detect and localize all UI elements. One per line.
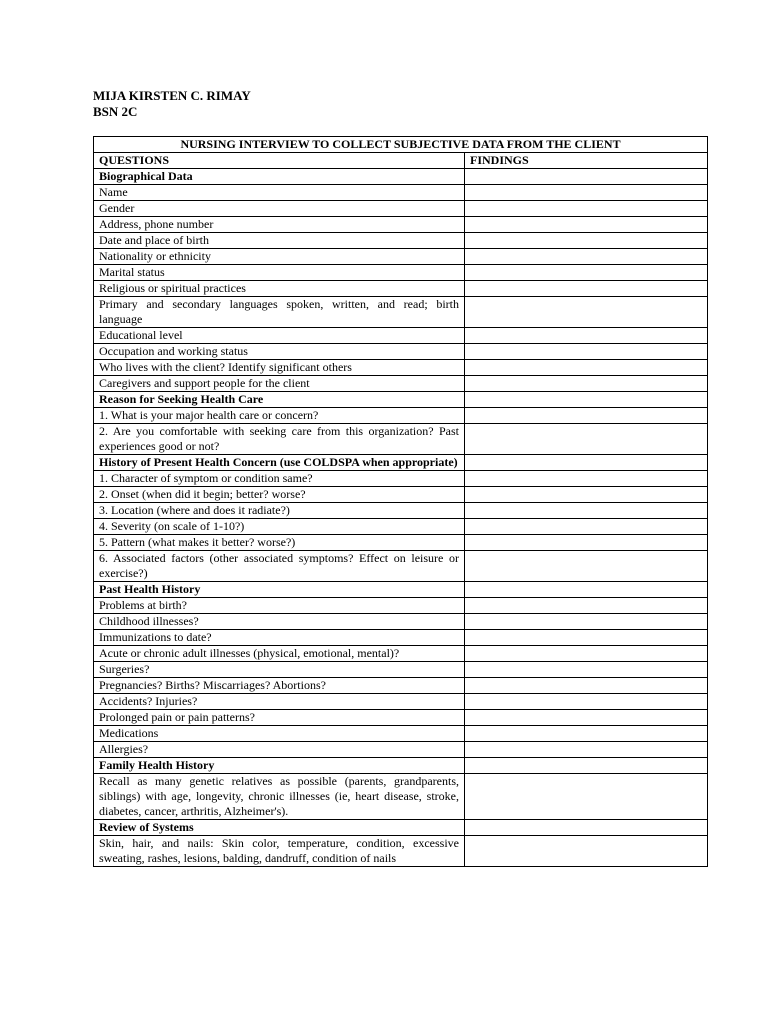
question-cell: Problems at birth? xyxy=(94,598,465,614)
findings-cell[interactable] xyxy=(465,710,708,726)
findings-cell[interactable] xyxy=(465,726,708,742)
section-row xyxy=(94,455,708,471)
findings-cell[interactable] xyxy=(465,408,708,424)
findings-cell[interactable] xyxy=(465,376,708,392)
question-row xyxy=(94,344,708,360)
question-cell: Immunizations to date? xyxy=(94,630,465,646)
findings-cell[interactable] xyxy=(465,774,708,820)
question-cell: Accidents? Injuries? xyxy=(94,694,465,710)
question-row xyxy=(94,614,708,630)
findings-cell[interactable] xyxy=(465,344,708,360)
question-cell: 1. What is your major health care or concern? xyxy=(94,408,465,424)
question-cell: Educational level xyxy=(94,328,465,344)
question-cell: Gender xyxy=(94,201,465,217)
findings-cell[interactable] xyxy=(465,201,708,217)
question-row xyxy=(94,774,708,820)
student-course: BSN 2C xyxy=(93,104,138,119)
findings-cell[interactable] xyxy=(465,487,708,503)
section-heading: Family Health History xyxy=(94,758,465,774)
question-row xyxy=(94,297,708,328)
findings-cell[interactable] xyxy=(465,758,708,774)
question-cell: 2. Are you comfortable with seeking care from this organization? Past experiences good or not? xyxy=(94,424,465,455)
findings-cell[interactable] xyxy=(465,169,708,185)
question-cell: 4. Severity (on scale of 1-10?) xyxy=(94,519,465,535)
question-row xyxy=(94,662,708,678)
question-row xyxy=(94,710,708,726)
question-cell: 2. Onset (when did it begin; better? worse? xyxy=(94,487,465,503)
question-cell: Address, phone number xyxy=(94,217,465,233)
findings-cell[interactable] xyxy=(465,233,708,249)
question-cell: Acute or chronic adult illnesses (physical, emotional, mental)? xyxy=(94,646,465,662)
question-cell: Caregivers and support people for the client xyxy=(94,376,465,392)
findings-cell[interactable] xyxy=(465,471,708,487)
findings-cell[interactable] xyxy=(465,328,708,344)
question-cell: Date and place of birth xyxy=(94,233,465,249)
findings-cell[interactable] xyxy=(465,185,708,201)
section-row xyxy=(94,392,708,408)
findings-cell[interactable] xyxy=(465,281,708,297)
question-row xyxy=(94,519,708,535)
questions-column-header: QUESTIONS xyxy=(94,153,465,169)
question-cell: Medications xyxy=(94,726,465,742)
findings-cell[interactable] xyxy=(465,678,708,694)
question-row xyxy=(94,424,708,455)
table-title-row xyxy=(94,137,708,153)
findings-cell[interactable] xyxy=(465,598,708,614)
section-heading: Reason for Seeking Health Care xyxy=(94,392,465,408)
question-cell: Surgeries? xyxy=(94,662,465,678)
findings-cell[interactable] xyxy=(465,630,708,646)
findings-cell[interactable] xyxy=(465,535,708,551)
section-heading: Biographical Data xyxy=(94,169,465,185)
question-cell: Occupation and working status xyxy=(94,344,465,360)
question-row xyxy=(94,217,708,233)
question-row xyxy=(94,598,708,614)
findings-cell[interactable] xyxy=(465,662,708,678)
question-cell: 5. Pattern (what makes it better? worse?) xyxy=(94,535,465,551)
question-row xyxy=(94,726,708,742)
findings-cell[interactable] xyxy=(465,820,708,836)
question-cell: Childhood illnesses? xyxy=(94,614,465,630)
document-header xyxy=(93,88,251,120)
question-row xyxy=(94,281,708,297)
question-row xyxy=(94,646,708,662)
section-heading: Review of Systems xyxy=(94,820,465,836)
findings-cell[interactable] xyxy=(465,265,708,281)
table-title: NURSING INTERVIEW TO COLLECT SUBJECTIVE DATA FROM THE CLIENT xyxy=(94,137,708,153)
question-cell: 3. Location (where and does it radiate?) xyxy=(94,503,465,519)
section-row xyxy=(94,820,708,836)
section-row xyxy=(94,582,708,598)
question-cell: Skin, hair, and nails: Skin color, temperature, condition, excessive sweating, rashes, lesions, balding, dandruff, condition of nails xyxy=(94,836,465,867)
section-row xyxy=(94,169,708,185)
question-cell: Primary and secondary languages spoken, written, and read; birth language xyxy=(94,297,465,328)
findings-cell[interactable] xyxy=(465,519,708,535)
findings-cell[interactable] xyxy=(465,614,708,630)
question-row xyxy=(94,535,708,551)
findings-cell[interactable] xyxy=(465,424,708,455)
findings-cell[interactable] xyxy=(465,249,708,265)
question-cell: Name xyxy=(94,185,465,201)
question-row xyxy=(94,630,708,646)
findings-cell[interactable] xyxy=(465,217,708,233)
section-row xyxy=(94,758,708,774)
question-cell: Prolonged pain or pain patterns? xyxy=(94,710,465,726)
question-row xyxy=(94,265,708,281)
findings-cell[interactable] xyxy=(465,551,708,582)
findings-cell[interactable] xyxy=(465,297,708,328)
findings-cell[interactable] xyxy=(465,503,708,519)
findings-cell[interactable] xyxy=(465,646,708,662)
question-row xyxy=(94,233,708,249)
question-row xyxy=(94,503,708,519)
findings-cell[interactable] xyxy=(465,455,708,471)
question-cell: 1. Character of symptom or condition same? xyxy=(94,471,465,487)
question-row xyxy=(94,201,708,217)
question-cell: Allergies? xyxy=(94,742,465,758)
table-column-header-row xyxy=(94,153,708,169)
question-row xyxy=(94,360,708,376)
question-row xyxy=(94,471,708,487)
findings-column-header: FINDINGS xyxy=(465,153,708,169)
findings-cell[interactable] xyxy=(465,742,708,758)
question-row xyxy=(94,185,708,201)
question-cell: Nationality or ethnicity xyxy=(94,249,465,265)
question-cell: Religious or spiritual practices xyxy=(94,281,465,297)
question-row xyxy=(94,376,708,392)
question-row xyxy=(94,551,708,582)
section-heading: Past Health History xyxy=(94,582,465,598)
interview-table xyxy=(93,136,708,867)
question-cell: Pregnancies? Births? Miscarriages? Abortions? xyxy=(94,678,465,694)
question-row xyxy=(94,249,708,265)
question-cell: 6. Associated factors (other associated symptoms? Effect on leisure or exercise?) xyxy=(94,551,465,582)
question-row xyxy=(94,328,708,344)
question-cell: Recall as many genetic relatives as possible (parents, grandparents, siblings) with age, longevity, chronic illnesses (ie, heart disease, stroke, diabetes, cancer, arthritis, Alzheimer's). xyxy=(94,774,465,820)
question-cell: Who lives with the client? Identify significant others xyxy=(94,360,465,376)
findings-cell[interactable] xyxy=(465,694,708,710)
interview-table-body xyxy=(94,137,708,867)
findings-cell[interactable] xyxy=(465,582,708,598)
student-name: MIJA KIRSTEN C. RIMAY xyxy=(93,88,251,103)
question-row xyxy=(94,487,708,503)
findings-cell[interactable] xyxy=(465,836,708,867)
section-heading: History of Present Health Concern (use COLDSPA when appropriate) xyxy=(94,455,465,471)
question-row xyxy=(94,836,708,867)
question-row xyxy=(94,408,708,424)
findings-cell[interactable] xyxy=(465,360,708,376)
question-cell: Marital status xyxy=(94,265,465,281)
question-row xyxy=(94,742,708,758)
question-row xyxy=(94,694,708,710)
findings-cell[interactable] xyxy=(465,392,708,408)
question-row xyxy=(94,678,708,694)
